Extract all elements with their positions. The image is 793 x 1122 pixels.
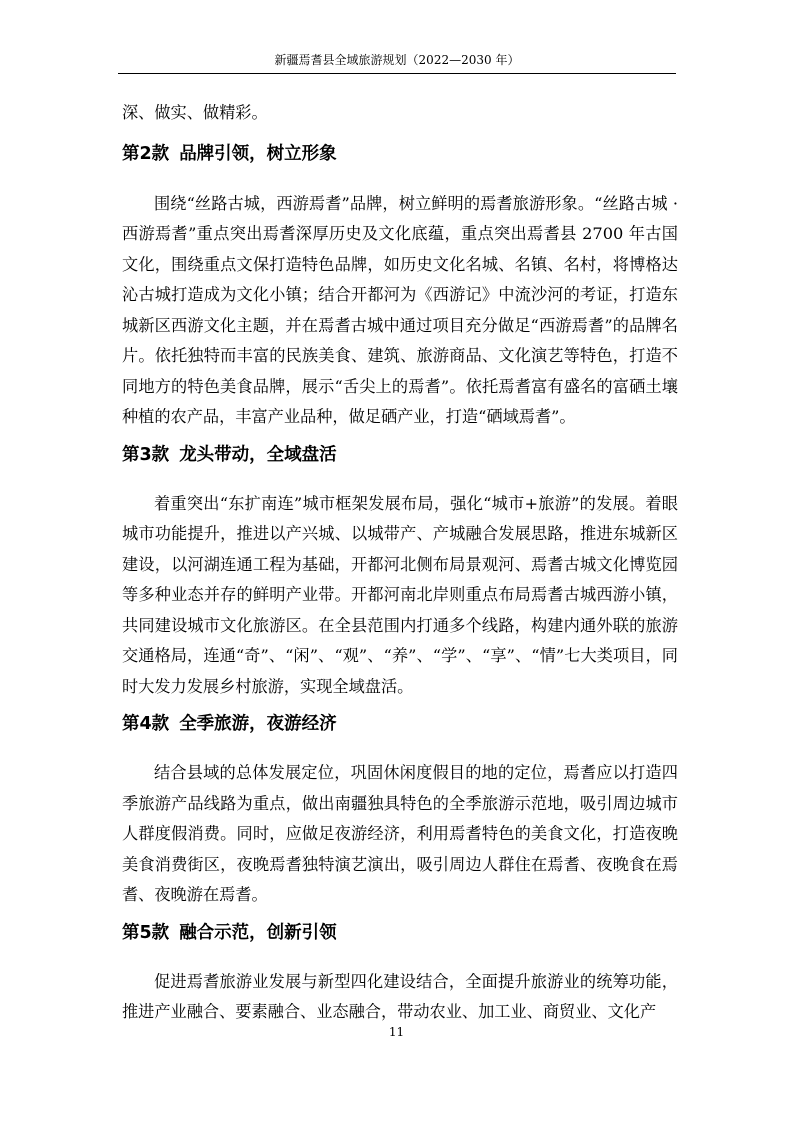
section-paragraph: 围绕“丝路古城，西游焉耆”品牌，树立鲜明的焉耆旅游形象。“丝路古城 · 西游焉耆”重点突出焉耆深厚历史及文化底蕴，重点突出焉耆县 2700 年古国文化，围绕重点文保打造特色品牌，如历史文化名城、名镇、名村，将博格达沁古城打造成为文化小镇；结合开都河为《西游记》中流沙河的考证，打造东城新区西游文化主题，并在焉耆古城中通过项目充分做足“西游焉耆”的品牌名片。依托独特而丰富的民族美食、建筑、旅游商品、文化演艺等特色，打造不同地方的特色美食品牌，展示“舌尖上的焉耆”。依托焉耆富有盛名的富硒土壤种植的农产品，丰富产业品种，做足硒产业，打造“硒域焉耆”。	[122, 193, 678, 426]
section-paragraph: 结合县域的总体发展定位，巩固休闲度假目的地的定位，焉耆应以打造四季旅游产品线路为重点，做出南疆独具特色的全季旅游示范地，吸引周边城市人群度假消费。同时，应做足夜游经济，利用焉耆特色的美食文化，打造夜晚美食消费街区，夜晚焉耆独特演艺演出，吸引周边人群住在焉耆、夜晚食在焉耆、夜晚游在焉耆。	[122, 763, 678, 904]
section-number: 第4款	[122, 714, 170, 734]
section-number: 第2款	[122, 143, 170, 164]
section-heading-4	[122, 712, 678, 736]
page-number: 11	[388, 1025, 405, 1039]
section-title: 龙头带动，全域盘活	[179, 444, 337, 465]
document-body	[122, 98, 678, 1028]
section-title: 品牌引领，树立形象	[179, 143, 337, 164]
section-paragraph: 促进焉耆旅游业发展与新型四化建设结合，全面提升旅游业的统筹功能，推进产业融合、要素融合、业态融合，带动农业、加工业、商贸业、文化产	[122, 971, 678, 1021]
section-heading-3	[122, 443, 678, 467]
section-title: 全季旅游，夜游经济	[179, 714, 337, 734]
section-title: 融合示范，创新引领	[179, 922, 337, 943]
continued-paragraph: 深、做实、做精彩。	[122, 103, 268, 122]
section-number: 第5款	[122, 922, 170, 943]
section-heading-2	[122, 142, 678, 166]
section-paragraph: 着重突出“东扩南连”城市框架发展布局，强化“城市+旅游”的发展。着眼城市功能提升，推进以产兴城、以城带产、产城融合发展思路，推进东城新区建设，以河湖连通工程为基础，开都河北侧布局景观河、焉耆古城文化博览园等多种业态并存的鲜明产业带。开都河南北岸则重点布局焉耆古城西游小镇，共同建设城市文化旅游区。在全县范围内打通多个线路，构建内通外联的旅游交通格局，连通“奇”、“闲”、“观”、“养”、“学”、“享”、“情”七大类项目，同时大发力发展乡村旅游，实现全域盘活。	[122, 493, 678, 696]
header-divider	[118, 73, 676, 74]
running-header: 新疆焉耆县全域旅游规划（2022—2030 年）	[274, 53, 520, 67]
section-number: 第3款	[122, 444, 170, 465]
section-heading-5	[122, 921, 678, 945]
